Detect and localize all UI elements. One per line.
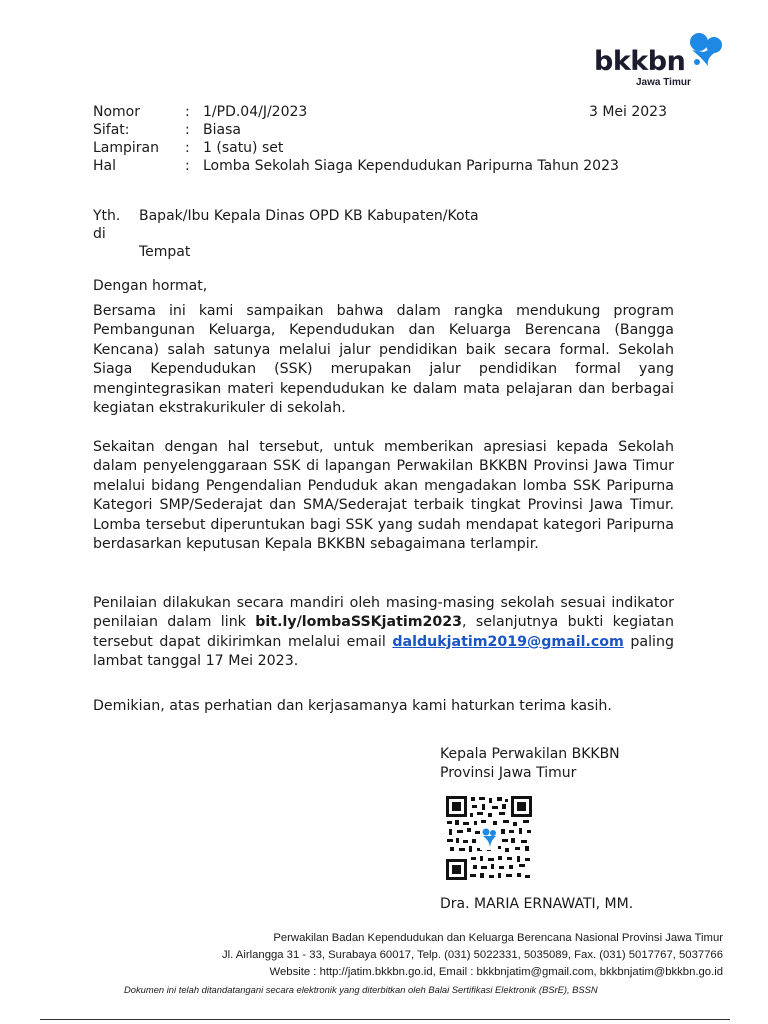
qr-code-icon (445, 795, 533, 881)
signer-name: Dra. MARIA ERNAWATI, MM. (440, 896, 634, 912)
email-link[interactable]: daldukjatim2019@gmail.com (392, 633, 624, 650)
sifat-value: Biasa (203, 122, 241, 138)
closing-line: Demikian, atas perhatian dan kerjasamanya kami haturkan terima kasih. (93, 698, 612, 714)
hal-value: Lomba Sekolah Siaga Kependudukan Paripurna Tahun 2023 (203, 158, 619, 174)
nomor-value: 1/PD.04/J/2023 (203, 104, 308, 120)
footer-block (83, 930, 723, 981)
lampiran-label: Lampiran (93, 140, 160, 156)
recipient-block (93, 207, 673, 263)
bottom-divider (40, 1019, 730, 1020)
lampiran-value: 1 (satu) set (203, 140, 284, 156)
signature-title-1: Kepala Perwakilan BKKBN (440, 746, 620, 762)
paragraph-3-text-a: Penilaian dilakukan secara mandiri oleh masing-masing sekolah sesuai indikator penilaian dalam link (93, 595, 674, 631)
colon: : (185, 158, 190, 174)
letter-date: 3 Mei 2023 (588, 104, 667, 120)
colon: : (185, 122, 190, 138)
logo-region: Jawa Timur (636, 77, 691, 88)
colon: : (185, 140, 190, 156)
footer-address: Jl. Airlangga 31 - 33, Surabaya 60017, Telp. (031) 5022331, 5035089, Fax. (031) 5017767, 5037766 (222, 949, 723, 961)
paragraph-3-text-c: paling lambat tanggal 17 Mei 2023. (93, 633, 674, 670)
nomor-label: Nomor (93, 104, 140, 120)
hal-label: Hal (93, 158, 116, 174)
tempat-label: Tempat (139, 244, 191, 260)
signature-title-2: Provinsi Jawa Timur (440, 765, 577, 781)
paragraph-3 (93, 594, 674, 672)
letter-header (93, 103, 673, 183)
footer-contact: Website : http://jatim.bkkbn.go.id, Email : bkkbnjatim@gmail.com, bkkbnjatim@bkkbn.go.id (269, 966, 723, 978)
colon: : (185, 104, 190, 120)
form-link[interactable]: bit.ly/lombaSSKjatim2023 (255, 614, 463, 631)
paragraph-1: Bersama ini kami sampaikan bahwa dalam rangka mendukung program Pembangunan Keluarga, Kependudukan dan Keluarga Berencana (Bangga Kencana) salah satunya melalui jalur pendidikan baik secara formal. Sekolah Siaga Kependudukan (SSK) merupakan jalur pendidikan formal yang mengintegrasikan materi kependudukan ke dalam mata pelajaran dan berbagai kegiatan ekstrakurikuler di sekolah. (93, 303, 674, 417)
bkkbn-logo (590, 28, 740, 92)
sifat-label: Sifat: (93, 122, 130, 138)
paragraph-3-text-b: , selanjutnya bukti kegiatan tersebut dapat dikirimkan melalui email (93, 614, 674, 650)
yth-label: Yth. (93, 208, 121, 224)
logo-wordmark: bkkbn (594, 46, 686, 77)
greeting: Dengan hormat, (93, 278, 208, 294)
paragraph-2: Sekaitan dengan hal tersebut, untuk memberikan apresiasi kepada Sekolah dalam penyelenggaraan SSK di lapangan Perwakilan BKKBN Provinsi Jawa Timur melalui bidang Pengendalian Penduduk akan mengadakan lomba SSK Paripurna Kategori SMP/Sederajat dan SMA/Sederajat terbaik tingkat Provinsi Jawa Timur. Lomba tersebut diperuntukan bagi SSK yang sudah mendapat kategori Paripurna berdasarkan keputusan Kepala BKKBN sebagaimana terlampir. (93, 439, 674, 553)
logo-heart-icon (682, 28, 726, 72)
recipient-name: Bapak/Ibu Kepala Dinas OPD KB Kabupaten/Kota (139, 208, 479, 224)
footer-org: Perwakilan Badan Kependudukan dan Keluarga Berencana Nasional Provinsi Jawa Timur (273, 932, 723, 944)
di-label: di (93, 226, 106, 242)
e-signature-note: Dokumen ini telah ditandatangani secara elektronik yang diterbitkan oleh Balai Sertifikasi Elektronik (BSrE), BSSN (124, 984, 598, 995)
